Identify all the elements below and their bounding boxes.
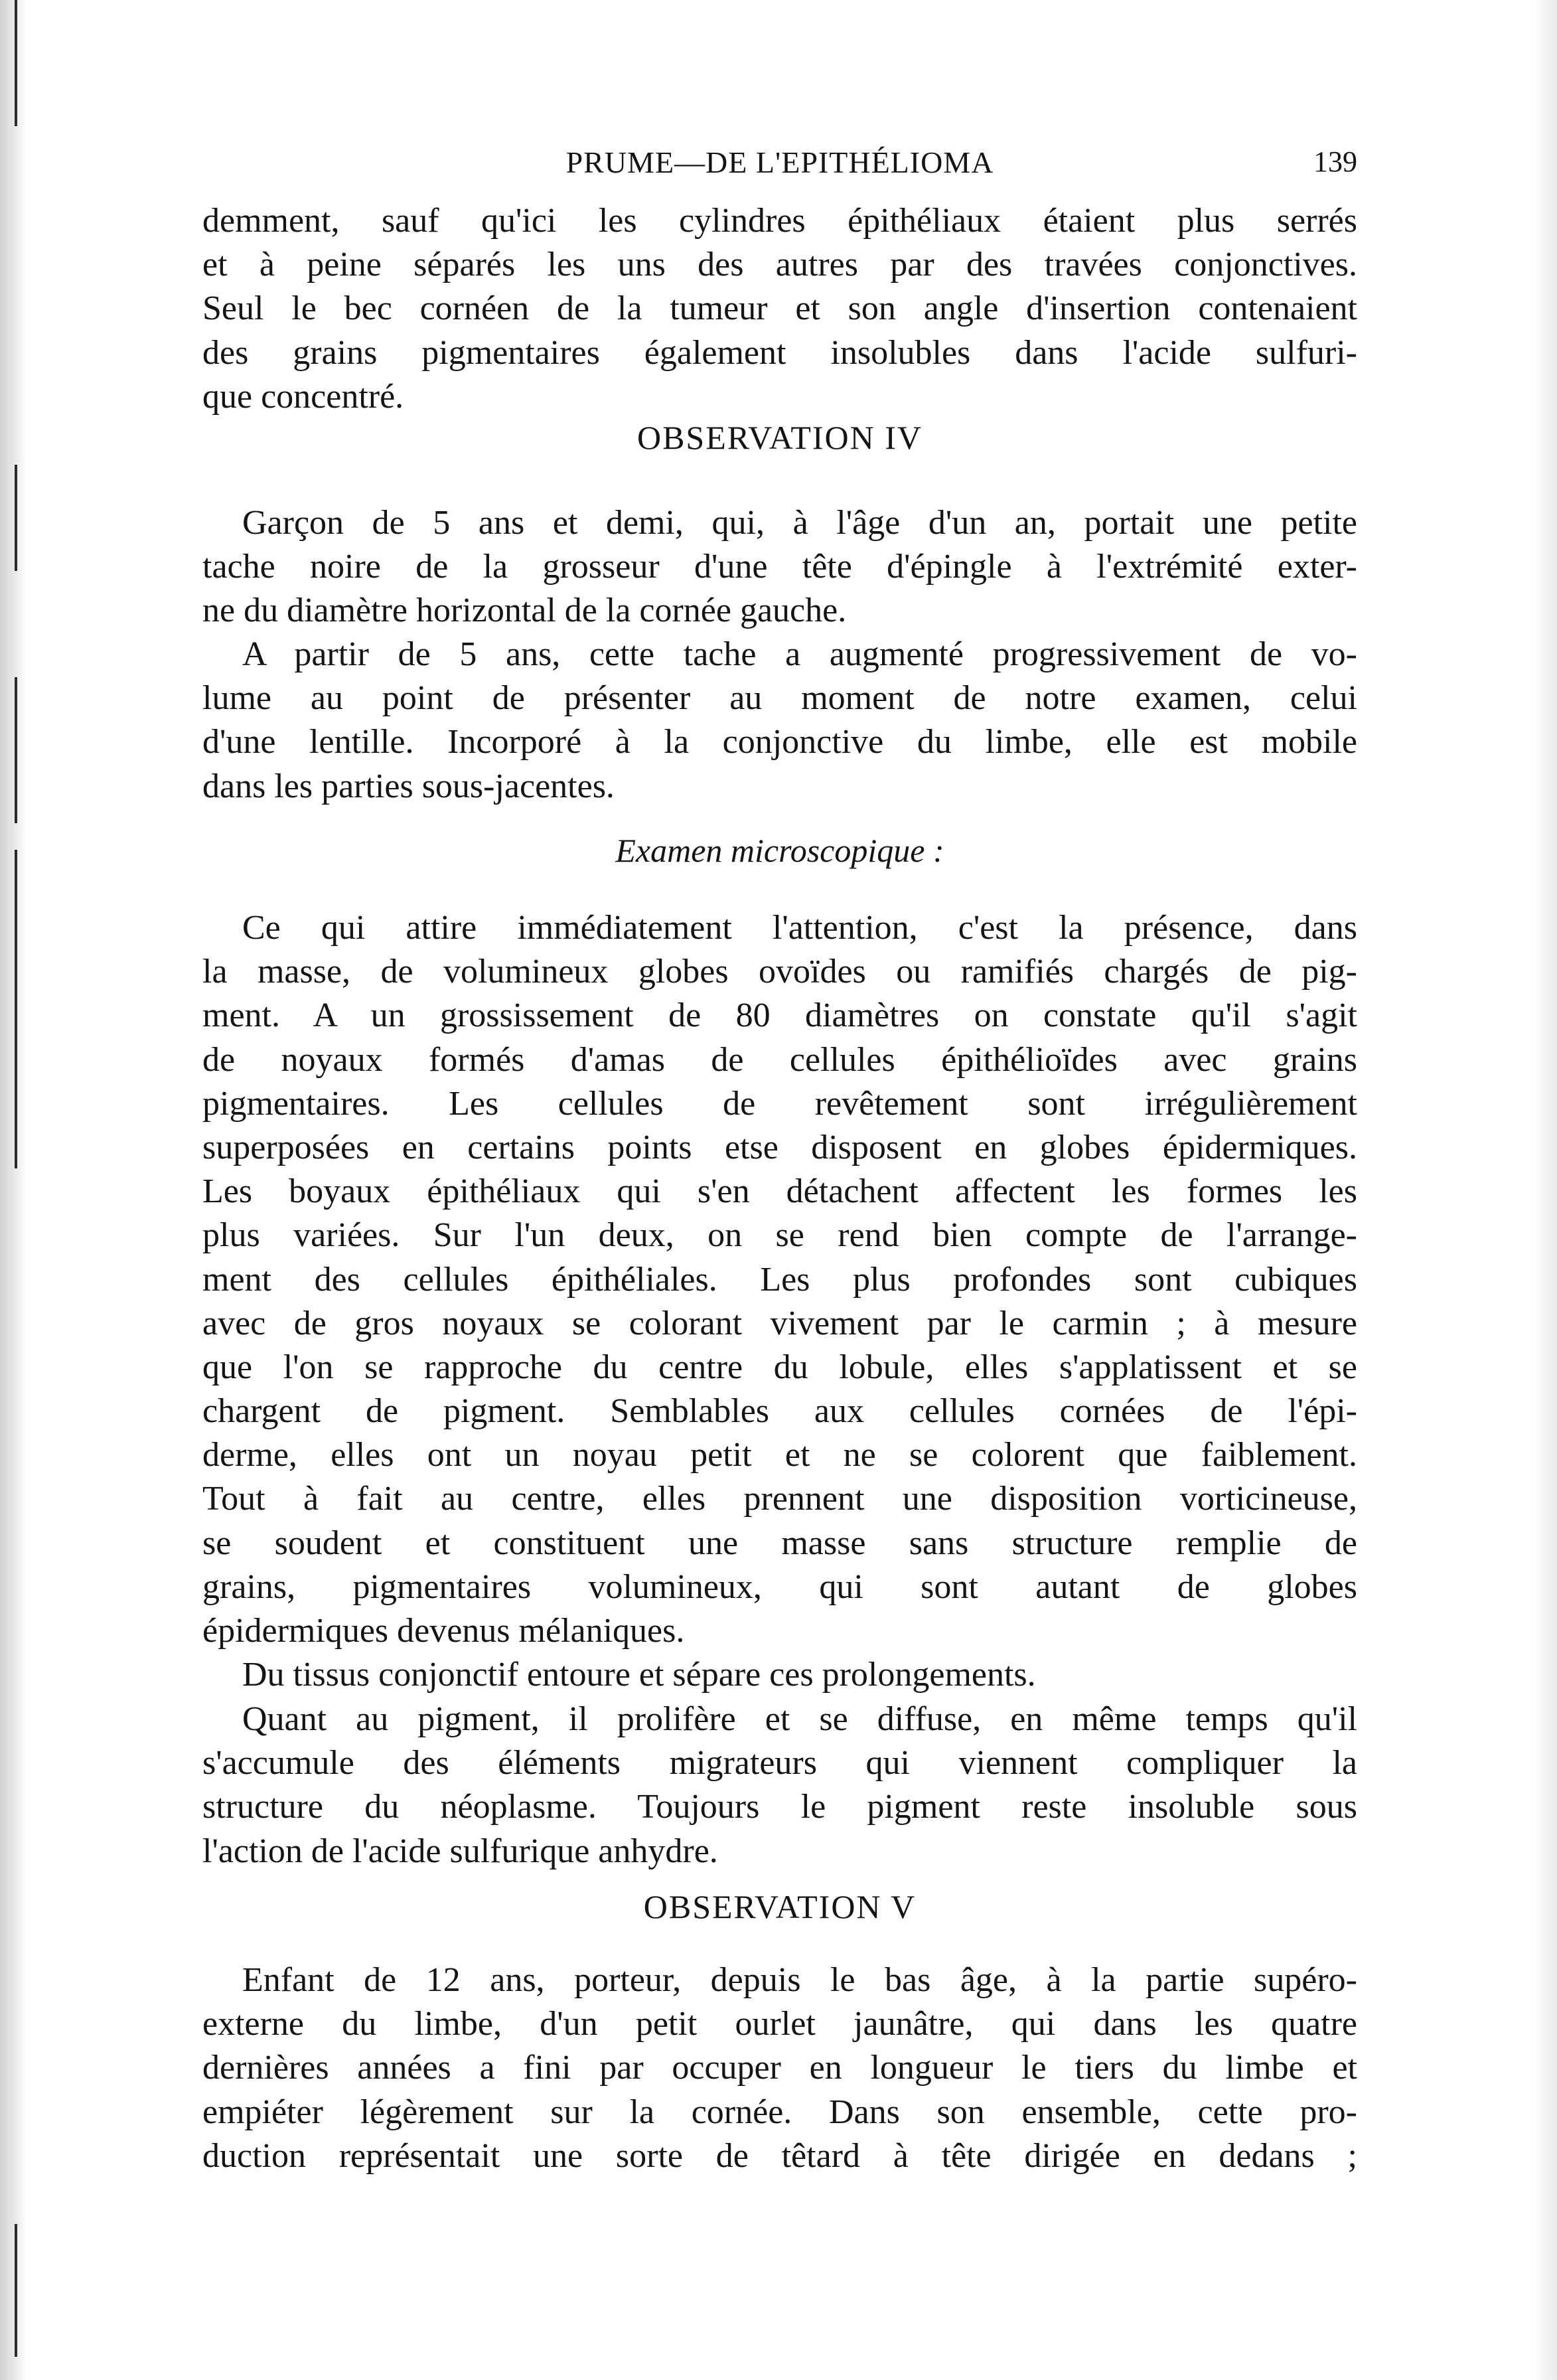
text-line: Enfant de 12 ans, porteur, depuis le bas âge, à la partie supéro- <box>242 1961 1357 1999</box>
text-line: plus variées. Sur l'un deux, on se rend bien compte de l'arrange- <box>202 1216 1357 1255</box>
binding-edge-mark <box>15 850 17 1168</box>
text-line: tache noire de la grosseur d'une tête d'épingle à l'extrémité exter- <box>202 548 1357 586</box>
paragraph <box>202 633 1357 809</box>
page-edge-shadow <box>1530 0 1557 2380</box>
paragraph <box>202 1958 1357 2178</box>
text-line: Garçon de 5 ans et demi, qui, à l'âge d'un an, portait une petite <box>242 504 1357 542</box>
text-line: superposées en certains points etse disposent en globes épidermiques. <box>202 1128 1357 1166</box>
page-number: 139 <box>1313 145 1357 178</box>
text-line: de noyaux formés d'amas de cellules épithélioïdes avec grains <box>202 1040 1357 1079</box>
paragraph <box>202 1698 1357 1873</box>
binding-edge-mark <box>15 465 17 571</box>
text-line: externe du limbe, d'un petit ourlet jaunâtre, qui dans les quatre <box>202 2005 1357 2043</box>
text-line: que l'on se rapproche du centre du lobule, elles s'applatissent et se <box>202 1348 1357 1386</box>
text-line: l'action de l'acide sulfurique anhydre. <box>202 1832 718 1870</box>
text-line: que concentré. <box>202 377 404 416</box>
binding-edge-mark <box>15 0 17 126</box>
text-line: Seul le bec cornéen de la tumeur et son angle d'insertion contenaient <box>202 289 1357 328</box>
text-line: des grains pigmentaires également insolubles dans l'acide sulfuri- <box>202 333 1357 372</box>
text-line: lume au point de présenter au moment de notre examen, celui <box>202 679 1357 718</box>
text-line: demment, sauf qu'ici les cylindres épithéliaux étaient plus serrés <box>202 202 1357 240</box>
binding-edge-mark <box>15 677 17 823</box>
running-head: PRUME—DE L'EPITHÉLIOMA <box>565 145 994 179</box>
paragraph <box>202 501 1357 633</box>
text-line: Tout à fait au centre, elles prennent une disposition vorticineuse, <box>202 1480 1357 1518</box>
paragraph <box>202 906 1357 1653</box>
paragraph <box>202 1653 1357 1697</box>
paragraph-continuation <box>202 199 1357 419</box>
text-line: pigmentaires. Les cellules de revêtement sont irrégulièrement <box>202 1084 1357 1123</box>
text-line: ment. A un grossissement de 80 diamètres on constate qu'il s'agit <box>202 996 1357 1035</box>
text-line: s'accumule des éléments migrateurs qui viennent compliquer la <box>202 1744 1357 1783</box>
text-line: se soudent et constituent une masse sans structure remplie de <box>202 1524 1357 1562</box>
text-line: dans les parties sous-jacentes. <box>202 767 615 805</box>
text-line: Les boyaux épithéliaux qui s'en détachent affectent les formes les <box>202 1172 1357 1211</box>
text-line: et à peine séparés les uns des autres par des travées conjonctives. <box>202 246 1357 284</box>
observation-heading: OBSERVATION IV <box>636 419 923 456</box>
text-line: duction représentait une sorte de têtard à tête dirigée en dedans ; <box>202 2136 1357 2175</box>
section-subheading: Examen microscopique : <box>615 832 944 869</box>
text-line: Quant au pigment, il prolifère et se diffuse, en même temps qu'il <box>242 1700 1357 1738</box>
binding-shadow <box>0 0 40 2380</box>
text-line: la masse, de volumineux globes ovoïdes ou ramifiés chargés de pig- <box>202 953 1357 991</box>
text-line: ne du diamètre horizontal de la cornée gauche. <box>202 592 847 630</box>
text-line: chargent de pigment. Semblables aux cellules cornées de l'épi- <box>202 1392 1357 1431</box>
text-line: empiéter légèrement sur la cornée. Dans son ensemble, cette pro- <box>202 2093 1357 2131</box>
binding-edge-mark <box>15 2224 17 2357</box>
observation-heading: OBSERVATION V <box>643 1888 917 1925</box>
text-line: ment des cellules épithéliales. Les plus profondes sont cubiques <box>202 1260 1357 1299</box>
text-line: A partir de 5 ans, cette tache a augmenté progressivement de vo- <box>242 635 1357 673</box>
text-line: structure du néoplasme. Toujours le pigment reste insoluble sous <box>202 1788 1357 1826</box>
text-line: avec de gros noyaux se colorant vivement par le carmin ; à mesure <box>202 1304 1357 1342</box>
text-line: Du tissus conjonctif entoure et sépare ces prolongements. <box>242 1656 1036 1694</box>
text-line: d'une lentille. Incorporé à la conjonctive du limbe, elle est mobile <box>202 723 1357 761</box>
text-line: grains, pigmentaires volumineux, qui sont autant de globes <box>202 1567 1357 1606</box>
text-line: dernières années a fini par occuper en longueur le tiers du limbe et <box>202 2049 1357 2087</box>
text-line: derme, elles ont un noyau petit et ne se colorent que faiblement. <box>202 1436 1357 1474</box>
text-line: Ce qui attire immédiatement l'attention, c'est la présence, dans <box>242 909 1357 947</box>
text-line: épidermiques devenus mélaniques. <box>202 1612 685 1650</box>
page-header <box>202 145 1357 191</box>
